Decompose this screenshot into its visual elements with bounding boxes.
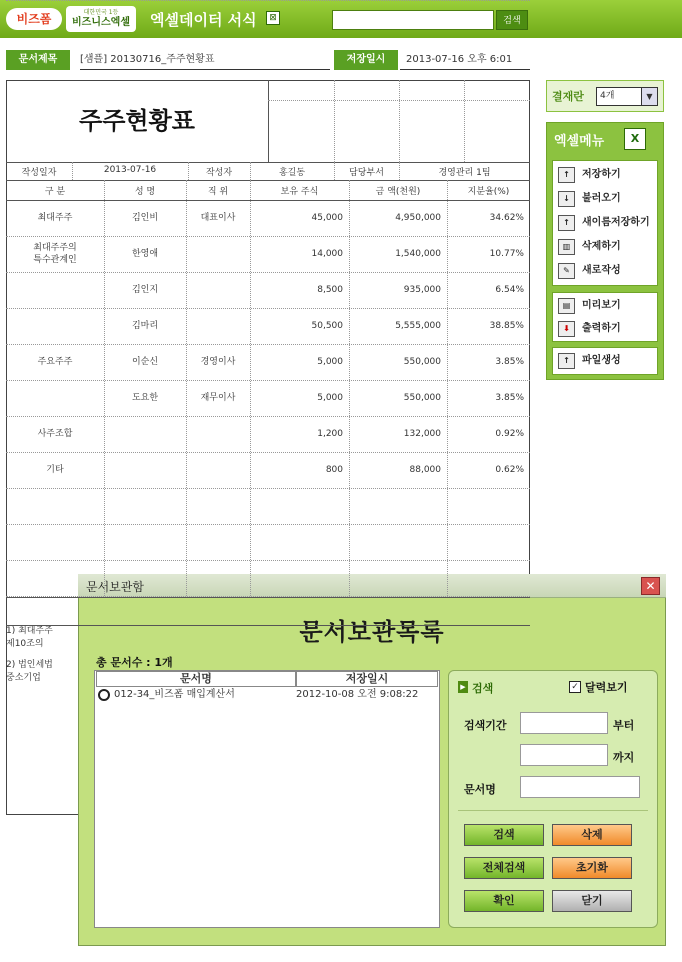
column-divider [349, 180, 350, 596]
docname-input[interactable] [520, 776, 640, 798]
approval-count-select[interactable]: 4개 [596, 87, 658, 106]
row-line [6, 344, 530, 345]
trash-icon: ▥ [558, 239, 575, 255]
table-cell: 1,200 [317, 429, 343, 439]
doc-title-value: [샘플] 20130716_주주현황표 [80, 50, 330, 70]
period-to-input[interactable] [520, 744, 608, 766]
close-dialog-button[interactable]: 닫기 [552, 890, 632, 912]
menu-item-preview[interactable] [558, 297, 621, 315]
footnote-line: 제10조의 [6, 639, 44, 649]
excel-doc-icon: ⊠ [266, 11, 280, 25]
menu-item-delete[interactable] [558, 238, 621, 256]
period-from-input[interactable] [520, 712, 608, 734]
menu-item-label: 저장하기 [582, 169, 621, 180]
table-cell: 김마리 [131, 321, 159, 331]
table-cell: 5,000 [317, 357, 343, 367]
sheet-line [6, 162, 530, 163]
ok-button[interactable]: 확인 [464, 890, 544, 912]
menu-item-new[interactable] [558, 262, 621, 280]
table-cell: 이순신 [131, 357, 159, 367]
table-cell: 최대주주의 특수관계인 [33, 243, 77, 265]
search-all-button[interactable]: 전체검색 [464, 857, 544, 879]
table-cell: 88,000 [409, 465, 441, 475]
table-cell: 기타 [46, 465, 64, 475]
meta-cell: 경영관리 1팀 [438, 168, 491, 178]
menu-item-save-as[interactable] [558, 214, 650, 232]
menu-item-label: 삭제하기 [582, 241, 621, 252]
column-header: 구 분 [44, 187, 66, 197]
search-icon: ▶ [458, 681, 468, 693]
table-cell: 50,500 [311, 321, 343, 331]
list-item-name: 012-34_비즈폼 매입계산서 [114, 689, 235, 700]
dialog-titlebar[interactable] [78, 574, 666, 598]
list-item-date: 2012-10-08 오전 9:08:22 [296, 689, 419, 700]
column-header: 보유 주식 [280, 187, 319, 197]
doc-title-label: 문서제목 [6, 50, 70, 70]
menu-item-label: 새이름저장하기 [582, 217, 650, 228]
table-cell: 1,540,000 [395, 249, 441, 259]
save-as-icon: ↑ [558, 215, 575, 231]
new-doc-icon: ✎ [558, 263, 575, 279]
saved-at-label: 저장일시 [334, 50, 398, 70]
menu-item-label: 새로작성 [582, 265, 621, 276]
meta-cell: 홍길동 [278, 168, 306, 178]
table-cell: 5,000 [317, 393, 343, 403]
table-cell: 6.54% [495, 285, 524, 295]
close-button[interactable]: ✕ [641, 577, 660, 595]
table-cell: 김인비 [131, 213, 159, 223]
table-cell: 45,000 [311, 213, 343, 223]
table-cell: 935,000 [403, 285, 441, 295]
table-cell: 사주조합 [37, 429, 73, 439]
table-cell: 38.85% [489, 321, 524, 331]
column-header: 성 명 [134, 187, 156, 197]
footnote-line: 중소기업 [6, 673, 41, 683]
table-cell: 한영애 [131, 249, 159, 259]
search-button[interactable]: 검색 [464, 824, 544, 846]
table-cell: 최대주주 [37, 213, 73, 223]
total-count: 총 문서수 : 1개 [96, 656, 173, 669]
menu-item-label: 파일생성 [582, 355, 621, 366]
list-header-name[interactable]: 문서명 [96, 671, 296, 687]
logo-main: 비즈니스엑셀 [72, 17, 130, 28]
print-icon: ⬇ [558, 321, 575, 337]
meta-cell: 담당부서 [349, 168, 384, 178]
row-line [6, 416, 530, 417]
column-divider [447, 180, 448, 596]
dialog-title: 문서보관함 [86, 580, 144, 594]
create-file-icon: ↑ [558, 353, 575, 369]
table-cell: 경영이사 [200, 357, 236, 367]
from-label: 부터 [613, 719, 635, 732]
table-cell: 132,000 [403, 429, 441, 439]
docname-label: 문서명 [464, 783, 496, 796]
menu-item-save[interactable] [558, 166, 621, 184]
calendar-label: 달력보기 [585, 681, 628, 694]
footnote-line: 1) 최대주주 [6, 626, 53, 636]
logo-sub: 대한민국 1등 [83, 9, 119, 16]
sheet-line [6, 625, 530, 626]
sheet-line [6, 200, 530, 201]
column-divider [250, 180, 251, 596]
column-header: 직 위 [207, 187, 229, 197]
approval-border [268, 80, 269, 162]
column-divider [104, 180, 105, 596]
chevron-down-icon[interactable]: ▼ [641, 88, 657, 105]
table-cell: 10.77% [489, 249, 524, 259]
bizforms-logo[interactable]: 비즈폼 [6, 8, 62, 30]
row-line [6, 380, 530, 381]
reset-button[interactable]: 초기화 [552, 857, 632, 879]
row-line [6, 560, 530, 561]
menu-item-create-file[interactable] [558, 352, 621, 370]
table-cell: 5,555,000 [395, 321, 441, 331]
sheet-line [6, 0, 530, 1]
list-item[interactable] [96, 688, 438, 702]
table-cell: 0.62% [495, 465, 524, 475]
approval-row-line [268, 100, 530, 101]
preview-icon: ▤ [558, 298, 575, 314]
table-cell: 대표이사 [200, 213, 236, 223]
row-line [6, 236, 530, 237]
table-cell: 재무이사 [200, 393, 236, 403]
excel-menu-title: 엑셀메뉴 [554, 134, 605, 149]
document-list[interactable] [94, 670, 440, 928]
table-cell: 3.85% [495, 393, 524, 403]
approval-divider [464, 80, 465, 162]
row-line [6, 452, 530, 453]
menu-item-label: 미리보기 [582, 300, 621, 311]
menu-item-load[interactable] [558, 190, 621, 208]
search-button[interactable]: 검색 [496, 10, 528, 30]
table-cell: 550,000 [403, 357, 441, 367]
table-cell: 8,500 [317, 285, 343, 295]
sheet-line [6, 597, 530, 598]
delete-button[interactable]: 삭제 [552, 824, 632, 846]
save-icon: ↑ [558, 167, 575, 183]
saved-at-value: 2013-07-16 오후 6:01 [400, 50, 530, 70]
approval-divider [334, 80, 335, 162]
row-line [6, 308, 530, 309]
menu-item-print[interactable] [558, 320, 621, 338]
menu-item-label: 불러오기 [582, 193, 621, 204]
table-cell: 550,000 [403, 393, 441, 403]
table-cell: 14,000 [311, 249, 343, 259]
table-cell: 도요한 [131, 393, 159, 403]
business-excel-logo[interactable] [66, 6, 136, 32]
approval-divider [399, 80, 400, 162]
table-cell: 0.92% [495, 429, 524, 439]
row-line [6, 272, 530, 273]
list-header-date[interactable]: 저장일시 [296, 671, 438, 687]
table-cell: 800 [325, 465, 343, 475]
table-cell: 주요주주 [37, 357, 73, 367]
divider [458, 810, 648, 811]
search-panel-title: 검색 [472, 682, 494, 695]
table-cell: 4,950,000 [395, 213, 441, 223]
period-label: 검색기간 [464, 719, 507, 732]
load-icon: ↓ [558, 191, 575, 207]
dialog-heading: 문서보관목록 [299, 618, 445, 646]
row-line [6, 524, 530, 525]
meta-cell: 작성자 [205, 168, 233, 178]
column-header: 금 액(천원) [375, 187, 421, 197]
row-line [6, 488, 530, 489]
table-cell: 3.85% [495, 357, 524, 367]
search-input[interactable] [332, 10, 494, 30]
meta-cell: 작성일자 [21, 168, 57, 178]
to-label: 까지 [613, 751, 635, 764]
menu-item-label: 출력하기 [582, 323, 621, 334]
sheet-title: 주주현황표 [79, 107, 195, 135]
calendar-checkbox[interactable]: ✓ [569, 681, 581, 693]
app-title: 엑셀데이터 서식 [150, 11, 257, 29]
table-cell: 34.62% [489, 213, 524, 223]
meta-cell: 2013-07-16 [103, 165, 157, 175]
column-divider [186, 180, 187, 596]
column-header: 지분율(%) [467, 187, 510, 197]
footnote-line: 2) 법인세법 [6, 660, 53, 670]
approval-label: 결재란 [552, 90, 584, 103]
excel-icon: X [624, 128, 646, 150]
table-cell: 김인지 [131, 285, 159, 295]
sheet-line [6, 180, 530, 181]
